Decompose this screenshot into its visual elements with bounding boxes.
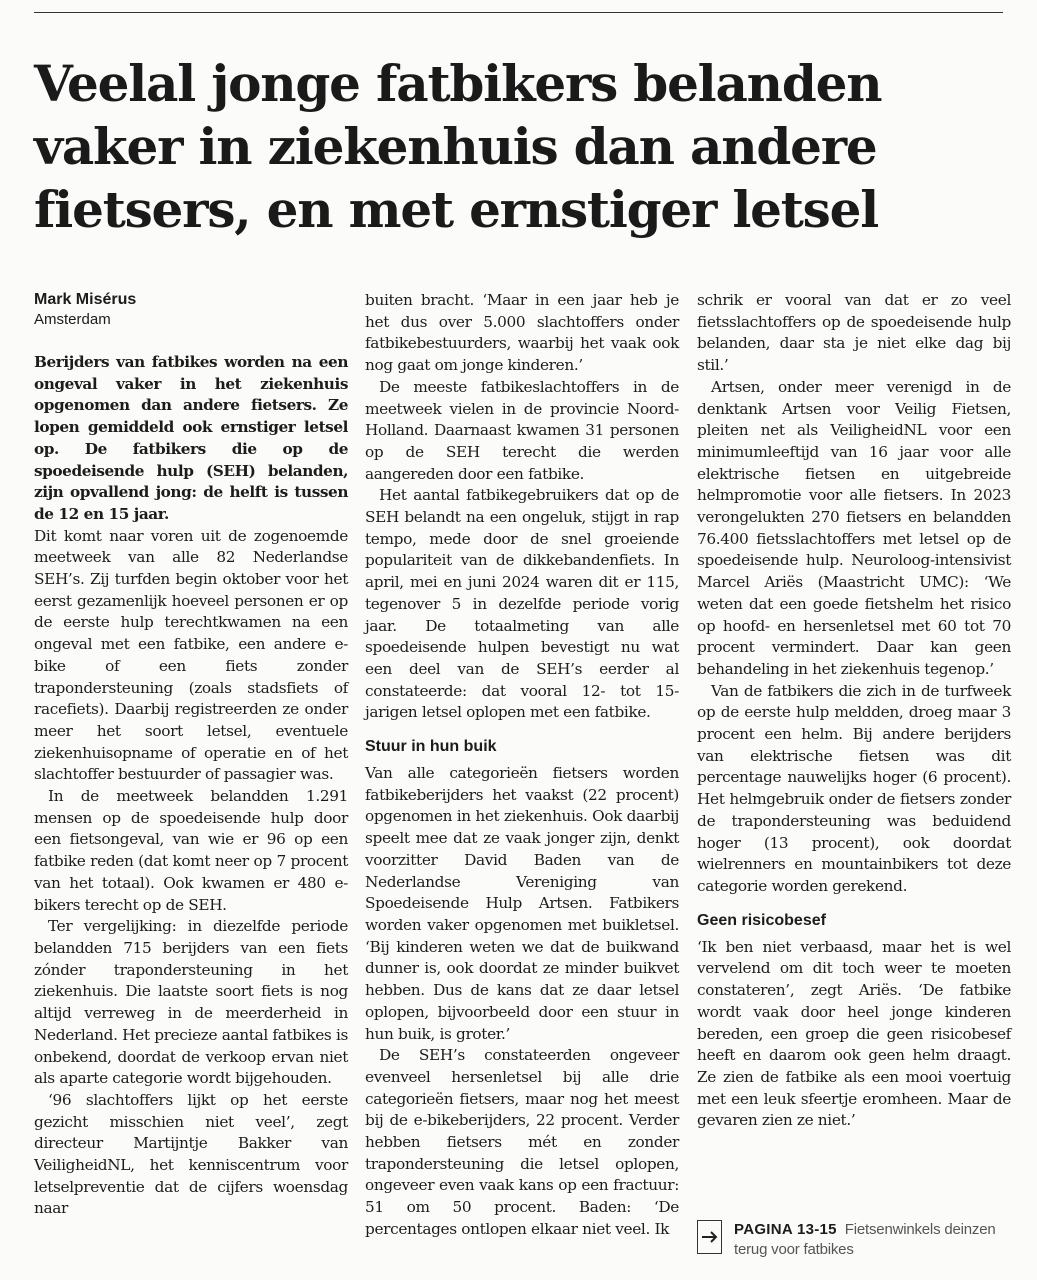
subheading: Stuur in hun buik bbox=[365, 738, 497, 756]
body-paragraph: Dit komt naar voren uit de zogenoemde meetweek van alle 82 Nederlandse SEH’s. Zij turfden begin oktober voor het eerst gezamenlijk hoeveel personen er op de eerste hulp terechtkwamen na een ongeval met een fatbike, een andere e-bike of een fiets zonder trapondersteuning (zoals stadsfiets of racefiets). Daarbij registreerden ze onder meer het soort letsel, eventuele ziekenhuisopname of operatie en of het slachtoffer bestuurder of passagier was. bbox=[34, 526, 348, 784]
body-paragraph: De meeste fatbikeslachtoffers in de meetweek vielen in de provincie Noord-Holland. Daarnaast kwamen 31 personen op de SEH terecht die werden aangereden door een fatbike. bbox=[365, 377, 679, 483]
page-reference-title: Fietsenwinkels deinzen terug voor fatbikes bbox=[734, 1221, 996, 1258]
body-paragraph: schrik er vooral van dat er zo veel fietsslachtoffers op de spoedeisende hulp belanden, daar sta je niet elke dag bij stil.’ bbox=[697, 291, 1011, 375]
body-paragraph: Van de fatbikers die zich in de turfweek op de eerste hulp meldden, droeg maar 3 procent een helm. Bij andere berijders van elektrische fietsen was dit percentage nauwelijks hoger (6 procent). Het helmgebruik onder de fietsers zonder de trapondersteuning was beduidend hoger (13 procent), ook doordat wielrenners en mountainbikers tot deze categorie worden gerekend. bbox=[697, 681, 1011, 895]
headline: Veelal jonge fatbikers belanden vaker in ziekenhuis dan andere fietsers, en met ernstiger letsel bbox=[34, 54, 882, 239]
byline-place: Amsterdam bbox=[34, 311, 111, 328]
arrow-right-icon bbox=[697, 1220, 722, 1254]
article-column-2 bbox=[365, 290, 679, 1241]
body-paragraph: De SEH’s constateerden ongeveer evenveel hersenletsel bij alle drie categorieën fietsers, maar nog het meest bij de e-bikeberijders, 22 procent. Verder hebben fietsers mét en zonder trapondersteuning die letsel oplopen, ongeveer even vaak kans op een fractuur: 51 om 50 procent. Baden: ‘De percentages ontlopen elkaar niet veel. Ik bbox=[365, 1046, 679, 1238]
article-column-1 bbox=[34, 290, 348, 1220]
body-paragraph: buiten bracht. ‘Maar in een jaar heb je het dus over 5.000 slachtoffers onder fatbikebestuurders, waarbij het vaak ook nog gaat om jonge kinderen.’ bbox=[365, 291, 679, 375]
body-paragraph: ‘96 slachtoffers lijkt op het eerste gezicht misschien niet veel’, zegt directeur Martijntje Bakker van VeiligheidNL, het kenniscentrum voor letselpreventie dat de cijfers woensdag naar bbox=[34, 1090, 348, 1218]
page-reference-label: PAGINA 13-15 bbox=[734, 1221, 837, 1238]
subheading: Geen risicobesef bbox=[697, 911, 826, 929]
article-column-3 bbox=[697, 290, 1011, 1132]
top-rule bbox=[34, 12, 1003, 13]
byline-author: Mark Misérus bbox=[34, 291, 137, 308]
lead-paragraph: Berijders van fatbikes worden na een ongeval vaker in het ziekenhuis opgenomen dan andere fietsers. Ze lopen gemiddeld ook ernstiger letsel op. De fatbikers die op de spoedeisende hulp (SEH) belanden, zijn opvallend jong: de helft is tussen de 12 en 15 jaar. bbox=[34, 353, 348, 523]
body-paragraph: Het aantal fatbikegebruikers dat op de SEH belandt na een ongeluk, stijgt in rap tempo, mede door de snel groeiende populariteit van de dikkebandenfiets. In april, mei en juni 2024 waren dit er 115, tegenover 5 in dezelfde periode vorig jaar. De totaalmeting van alle spoedeisende hulpen bevestigt nu wat een deel van de SEH’s eerder al constateerde: dat vooral 12- tot 15-jarigen letsel oplopen met een fatbike. bbox=[365, 486, 679, 722]
body-paragraph: Ter vergelijking: in diezelfde periode belandden 715 berijders van een fiets zónder trapondersteuning in het ziekenhuis. Die laatste soort fiets is nog altijd verreweg in de meerderheid in Nederland. Het precieze aantal fatbikes is onbekend, doordat de verkoop ervan niet als aparte categorie wordt bijgehouden. bbox=[34, 917, 348, 1088]
page-reference[interactable] bbox=[697, 1220, 1011, 1260]
body-paragraph: Van alle categorieën fietsers worden fatbikeberijders het vaakst (22 procent) opgenomen in het ziekenhuis. Ook daarbij speelt mee dat ze vaak jonger zijn, denkt voorzitter David Baden van de Nederlandse Vereniging van Spoedeisende Hulp Artsen. Fatbikers worden vaker opgenomen met buikletsel. ‘Bij kinderen weten we dat de buikwand dunner is, ook doordat ze minder buikvet hebben. Dus de kans dat ze daar letsel oplopen, bijvoorbeeld door een stuur in hun buik, is groter.’ bbox=[365, 764, 679, 1043]
body-paragraph: In de meetweek belandden 1.291 mensen op de spoedeisende hulp door een fietsongeval, van wie er 96 op een fatbike reden (dat komt neer op 7 procent van het totaal). Ook kwamen er 480 e-bikers terecht op de SEH. bbox=[34, 787, 348, 914]
body-paragraph: ‘Ik ben niet verbaasd, maar het is wel vervelend om dit toch weer te moeten constateren’, zegt Ariës. ‘De fatbike wordt vaak door heel jonge kinderen bereden, een groep die geen risicobesef heeft en daarom ook geen helm draagt. Ze zien de fatbike als een mooi voertuig met een leuk sfeertje eromheen. Maar de gevaren zien ze niet.’ bbox=[697, 937, 1011, 1130]
page-reference-text bbox=[734, 1220, 1011, 1260]
body-paragraph: Artsen, onder meer verenigd in de denktank Artsen voor Veilig Fietsen, pleiten net als VeiligheidNL voor een minimumleeftijd van 16 jaar voor alle elektrische fietsen en uitgebreide helmpromotie voor alle fietsers. In 2023 verongelukten 270 fietsers en belandden 76.400 fietsslachtoffers met letsel op de spoedeisende hulp. Neuroloog-intensivist Marcel Ariës (Maastricht UMC): ‘We weten dat een goede fietshelm het risico op hoofd- en hersenletsel met 60 tot 70 procent vermindert. Daar kan geen behandeling in het ziekenhuis tegenop.’ bbox=[697, 377, 1011, 678]
